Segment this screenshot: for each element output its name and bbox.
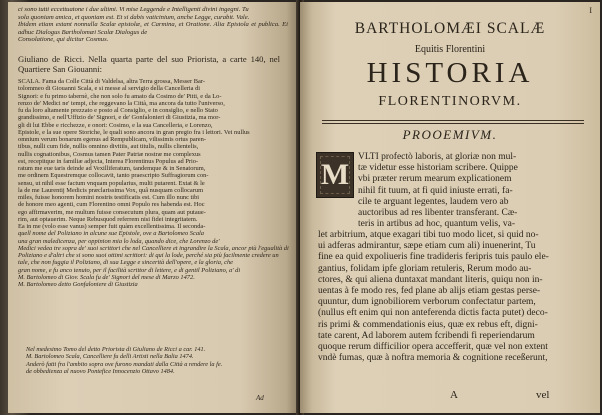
text-line: quuntur, dum ignobiliorem verborum confectatur partem, [318, 297, 536, 308]
text-line: sola quoniam amica, et quoniam est. Et si dabis vaticinium, anche Legge, curabit. Vale. [18, 13, 250, 21]
text-line: de honore meo agenti, cum Florentino omni Populo res habenda est. Hoc [18, 201, 205, 209]
section-heading: PROOEMIVM. [402, 127, 498, 142]
title-rule [322, 123, 584, 124]
text-line: M. Bartolomeo di Giov. Scala fu de' Signori del mese di Marzo 1472. [18, 273, 195, 281]
text-line: M. Bartolomeo Scala, Cancelliere fu delli Artisti nella Balia 1474. [26, 353, 194, 361]
text-line: ego affirmaverim, me multum fuisse consecutum plura, quam aut putaue- [18, 208, 206, 216]
text-line: SCALA. Fama da Colle Città di Valdelsa, altra Terra grossa, Messer Bar- [18, 78, 205, 85]
text-line: M. Bartolomeo detto Gonfaloniere di Giustizia [18, 281, 138, 288]
body-text [318, 230, 586, 364]
left-heading [18, 54, 280, 74]
text-line: cile te arguant legentes, laudem vero ab [358, 196, 509, 207]
right-page [300, 2, 600, 413]
left-paragraph [18, 78, 292, 288]
text-line: me ordinem Equestremque collocavit, tanto praescripto Suffragiorum con- [18, 172, 209, 180]
text-line: Ea in me (volo esse vanus) semper fuit quàm excellentissima. Il seconda- [18, 223, 206, 230]
text-line: Ibidem etiam extant nonnulla Scalæ epistolæ, et Carmina, et Oratione. Alia Epistola et publica. Ei adhuc Dialogus Bartholomæi Scalæ Dialogus de [18, 21, 288, 36]
title-main: HISTORIA [366, 57, 534, 89]
text-line: tate carent, Ad laborem autem fcribendi fi reperiendarum [318, 330, 535, 341]
text-line: nullis cognationibus, Cosmus tamen Pater Patriæ nostræ me complexus [18, 150, 201, 158]
page-number: I [589, 6, 592, 15]
left-catchword: Ad [256, 394, 264, 402]
text-line: sensu, ut nihil esse factum vnquam popularius, multi putarent. Extat & le [18, 179, 205, 187]
title-sub: FLORENTINORVM. [378, 94, 522, 109]
text-line: ui adferas admirantur, sæpe etiam cum ali) inuenerint, Tu [318, 241, 536, 252]
author-heading: BARTHOLOMÆI SCALÆ [354, 20, 546, 37]
text-line: gran nome, e fu anco tenuto, per il facilità scrittor di lettere, e di gentil Poliziano, a' di [18, 266, 241, 274]
text-line: uentas à fe modo res, fed plane ab alijs etiam gestas perse- [318, 286, 541, 297]
text-line: auctoribus ad res libenter transferant. Cæ- [358, 208, 518, 219]
text-line: de obbedienza al nuovo Pontefice Innocenzio Ottavo 1484. [26, 367, 175, 375]
body-text-indented [358, 152, 586, 230]
left-notes [26, 346, 288, 375]
signature-mark: A [450, 389, 458, 401]
text-line: tæ videtur esse historiam scribere. Quippe [358, 163, 518, 174]
text-line: Signori: e fu primo tabernè, che non solo fu amato da Cosimo de' Pitti, e da Lo- [18, 92, 222, 100]
text-line: Anderò fatti fra l'ambito sopra ove furono mandati dalla Città a rendere la fe. [26, 360, 223, 368]
text-line: rim, aut optauerim. Neque Rebusquod referrem nisi fidei integritatem. [18, 215, 198, 223]
text-line: Nel medesimo Tomo del detto Priorista di Giuliano de Ricci a car. 141. [26, 346, 206, 353]
text-line: miles, fuisse honorem homini nostris testificatis est. Cum illo nunc tibi [18, 194, 200, 201]
text-line: let arbitrium, atque exagari tibi tuo modo licet, si quid no- [318, 230, 539, 240]
text-line: quell nome del Poliziano in alcune sue Epistole, ove a Bartolomeo Scala [18, 230, 205, 238]
text-line: fine ea quid expoliueris fine tradideris feripris tuis paulo ele- [318, 252, 549, 263]
text-line: renzo de' Medici ne' tempi, che reggevano la Città, ma ancora da tutto l'universo, [18, 99, 225, 107]
text-line: omnium verum bonarum egenus ad Rempublicam, vilissimis ortus paren- [18, 136, 206, 143]
ornamental-initial [316, 152, 354, 198]
text-line: gantius, folidam ipfe gloriam retuleris, Rerum modo au- [318, 263, 532, 274]
text-line: VLTI profectò laboris, at gloriæ non mul- [358, 152, 517, 162]
initial-letter: M [320, 158, 350, 191]
text-line: est, recepitque in familiæ adjecta, Interea Florentinus Populus ad Prio- [18, 157, 199, 165]
text-line: una gran maledicenza, per oppinion mia lo loda, quando dice, che Lorenzo de' [18, 237, 220, 245]
text-line: ci sono tutti eccettuatone i due ultimi. Vi mise Leggende e Intelligenti divini ingegni. Tu [18, 6, 249, 13]
text-line: Consolatione, qui dicitur Cosmus. [18, 36, 109, 44]
text-line: gli di lui Ebbe e ricchezze, e onori: Cosimo, e la sua Cancelleria, e Lorenzo, [18, 121, 213, 129]
left-page [8, 2, 298, 413]
text-line: la de me Laurentij Medicis præclarissima Vox, quâ nusquam collocarum [18, 186, 204, 194]
text-line: Epistole, e la sue opere Storiche, le quali sono ancora in gran pregio fra i lettori. Vei nullus [18, 128, 250, 136]
title-rule [322, 120, 584, 121]
text-line: ctores, & qui aliena duntaxat mandant literis, quiqu non in- [318, 274, 543, 285]
text-line: teris in artibus ad hoc, quantum velis, va- [358, 219, 515, 230]
text-line: Medici vedea tre sopra de' suoi scrittori che nel Cancelliere et ingrandire la Scala, ancor più l'egualità di [18, 244, 289, 252]
text-line: tale, che non fuggia il Poliziano, di sua Legge e sincerità dell'opere, e la gloria, che [18, 259, 234, 267]
text-line: tibus, nulli cum fide, nullis omnino divitiis, aut titulis, nullis clientelis, [18, 143, 199, 151]
text-line: nihil fit tuum, at fi quid iniuste errati, fa- [358, 185, 513, 196]
author-subtitle: Equitis Florentini [414, 44, 486, 55]
section-heading: Giuliano de Ricci. Nella quarta parte del suo Priorista, a carte 140, nel Quartiere San Giouanni: [18, 54, 280, 74]
text-line: fu da loro altamente prezzato e posto al Consiglio, e in consiglio, e nello Stato [18, 107, 218, 114]
left-top-block [18, 6, 288, 44]
right-catchword: vel [536, 389, 550, 401]
text-line: vndè fumas, quæ à noftra memoria & cognitione receßerunt, [318, 353, 548, 364]
text-line: quoque rerum difficilior opera accefferit, quæ vel non extent [318, 342, 548, 353]
text-line: vbi præter rerum mearum explicationem [358, 174, 512, 185]
text-line: ris primi & commendationis eius, quæ ex rebus eft, digni- [318, 319, 538, 330]
text-line: grandissimo, e nell'Uffizio de' Signori, e de' Gonfalonieri di Giustizia, ma mor- [18, 114, 221, 122]
text-line: (nullus eft enim qui non anteferenda dictis facta putet) deco- [318, 308, 548, 319]
text-line: ratum me eue taris deinde ad Vexilliferatum, tandemque & in Senatorum, [18, 165, 206, 172]
text-line: tolommeo di Giouanni Scala, e si messe al servigio della Cancelleria di [18, 85, 201, 93]
text-line: Poliziano e d'altri che si sono suoi ottimi scrittori: di qui la lode, perché sia più facilmente credere un [18, 252, 279, 259]
